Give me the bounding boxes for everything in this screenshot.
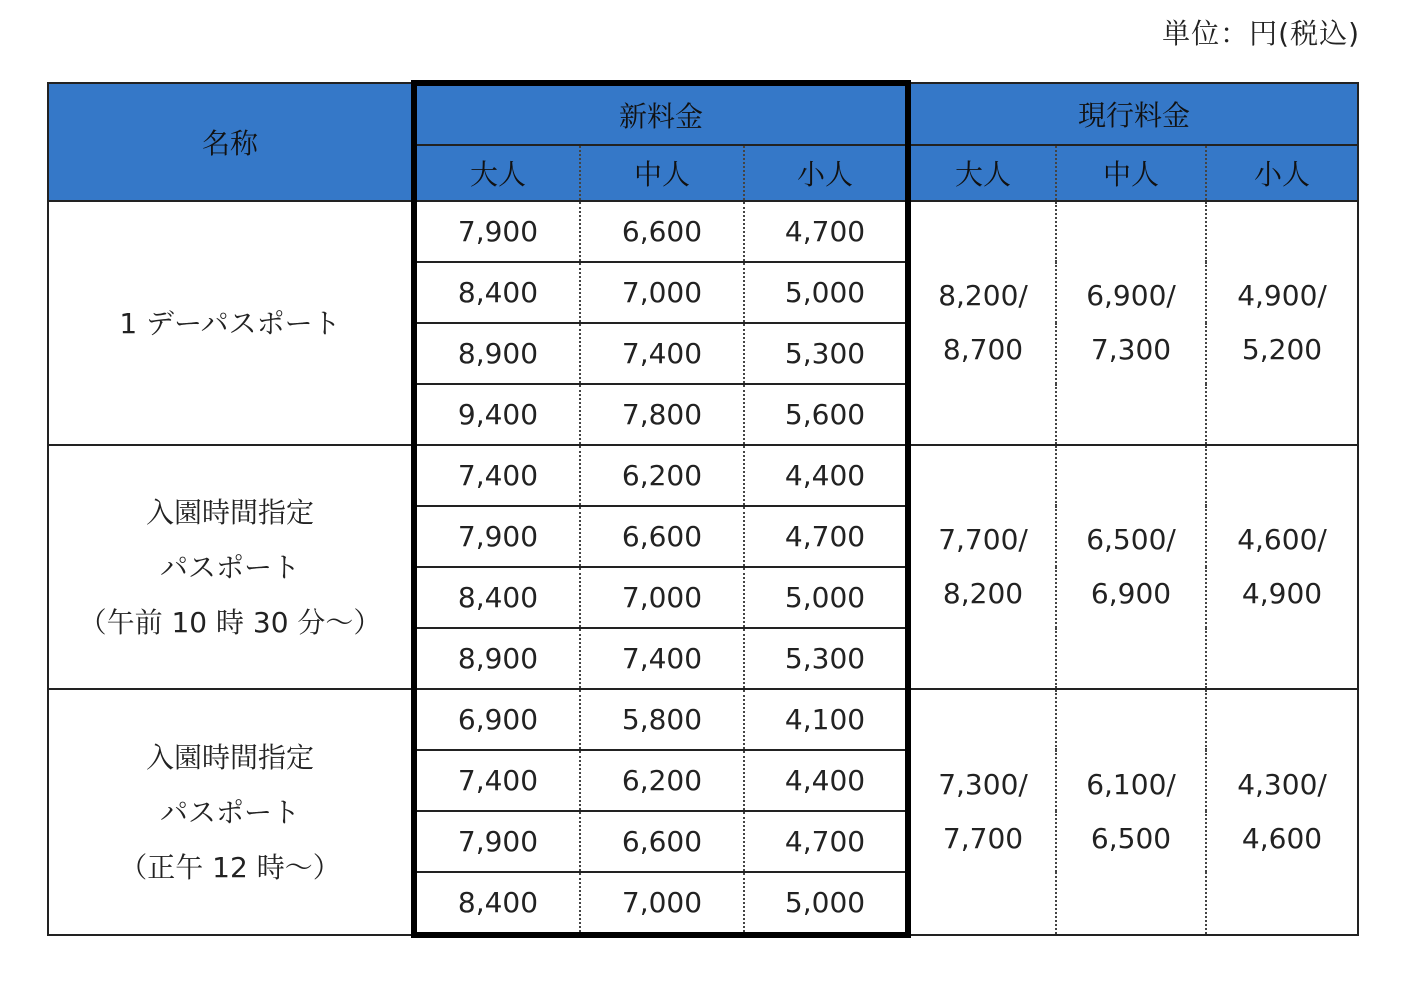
- header-new-child: 小人: [744, 145, 908, 201]
- new-adult-price: 7,900: [414, 201, 580, 262]
- header-new-adult: 大人: [414, 145, 580, 201]
- new-adult-price: 7,400: [414, 445, 580, 506]
- current-child-price: [1206, 689, 1358, 935]
- new-child-price: 5,000: [744, 567, 908, 628]
- table-row: [48, 445, 1358, 506]
- new-middle-price: 7,800: [580, 384, 744, 445]
- current-price-line: 6,500/: [1086, 523, 1176, 556]
- current-adult-price: [908, 445, 1056, 689]
- new-adult-price: 6,900: [414, 689, 580, 750]
- pass-name-line: 入園時間指定: [145, 495, 314, 529]
- table-row: [48, 689, 1358, 750]
- new-child-price: 4,700: [744, 201, 908, 262]
- pass-name-line: 1 デーパスポート: [119, 306, 341, 340]
- new-adult-price: 8,900: [414, 323, 580, 384]
- current-price-line: 7,700/: [938, 523, 1028, 556]
- new-child-price: 4,700: [744, 811, 908, 872]
- new-middle-price: 6,600: [580, 201, 744, 262]
- header-new-fee: 新料金: [414, 83, 908, 145]
- current-price-line: 7,700: [942, 822, 1024, 855]
- new-middle-price: 6,200: [580, 750, 744, 811]
- new-child-price: 5,600: [744, 384, 908, 445]
- current-price-line: 6,900: [1090, 577, 1172, 610]
- new-middle-price: 7,000: [580, 872, 744, 935]
- new-adult-price: 7,400: [414, 750, 580, 811]
- new-child-price: 4,700: [744, 506, 908, 567]
- current-price-line: 6,900/: [1086, 279, 1176, 312]
- new-child-price: 4,400: [744, 750, 908, 811]
- current-price-line: 6,500: [1090, 822, 1172, 855]
- new-adult-price: 8,400: [414, 567, 580, 628]
- current-price-line: 4,600/: [1237, 523, 1327, 556]
- current-adult-price: [908, 201, 1056, 445]
- pass-name-line: パスポート: [159, 550, 300, 584]
- current-price-line: 8,700: [942, 333, 1024, 366]
- new-adult-price: 7,900: [414, 811, 580, 872]
- pass-name: [48, 445, 414, 689]
- current-price-line: 4,900/: [1237, 279, 1327, 312]
- new-middle-price: 7,000: [580, 567, 744, 628]
- new-child-price: 4,400: [744, 445, 908, 506]
- new-middle-price: 6,600: [580, 811, 744, 872]
- header-new-middle: 中人: [580, 145, 744, 201]
- pass-name-line: 入園時間指定: [145, 740, 314, 774]
- pass-name-line: （正午 12 時～）: [119, 850, 341, 884]
- new-middle-price: 7,000: [580, 262, 744, 323]
- current-child-price: [1206, 445, 1358, 689]
- table-row: [48, 201, 1358, 262]
- current-price-line: 4,300/: [1237, 768, 1327, 801]
- current-middle-price: [1056, 689, 1206, 935]
- new-child-price: 4,100: [744, 689, 908, 750]
- header-current-child: 小人: [1206, 145, 1358, 201]
- pass-name-line: パスポート: [159, 795, 300, 829]
- new-child-price: 5,300: [744, 628, 908, 689]
- new-child-price: 5,000: [744, 262, 908, 323]
- pass-name: [48, 201, 414, 445]
- current-price-line: 8,200/: [938, 279, 1028, 312]
- new-middle-price: 7,400: [580, 628, 744, 689]
- new-child-price: 5,000: [744, 872, 908, 935]
- pass-name: [48, 689, 414, 935]
- header-current-adult: 大人: [908, 145, 1056, 201]
- new-adult-price: 8,400: [414, 872, 580, 935]
- current-price-line: 7,300: [1090, 333, 1172, 366]
- fee-table-body: [48, 201, 1358, 935]
- new-child-price: 5,300: [744, 323, 908, 384]
- new-adult-price: 9,400: [414, 384, 580, 445]
- new-middle-price: 5,800: [580, 689, 744, 750]
- new-middle-price: 7,400: [580, 323, 744, 384]
- new-adult-price: 7,900: [414, 506, 580, 567]
- current-middle-price: [1056, 445, 1206, 689]
- new-middle-price: 6,200: [580, 445, 744, 506]
- header-current-fee: 現行料金: [908, 83, 1358, 145]
- new-adult-price: 8,900: [414, 628, 580, 689]
- current-adult-price: [908, 689, 1056, 935]
- current-middle-price: [1056, 201, 1206, 445]
- current-price-line: 4,600: [1241, 822, 1323, 855]
- pass-name-line: （午前 10 時 30 分～）: [78, 605, 382, 639]
- current-price-line: 5,200: [1241, 333, 1323, 366]
- header-name: 名称: [48, 83, 414, 201]
- unit-label: 単位：円(税込): [1162, 17, 1360, 50]
- current-price-line: 4,900: [1241, 577, 1323, 610]
- new-adult-price: 8,400: [414, 262, 580, 323]
- fee-table: [47, 80, 1359, 938]
- new-middle-price: 6,600: [580, 506, 744, 567]
- current-price-line: 6,100/: [1086, 768, 1176, 801]
- current-price-line: 7,300/: [938, 768, 1028, 801]
- current-price-line: 8,200: [942, 577, 1024, 610]
- header-current-middle: 中人: [1056, 145, 1206, 201]
- current-child-price: [1206, 201, 1358, 445]
